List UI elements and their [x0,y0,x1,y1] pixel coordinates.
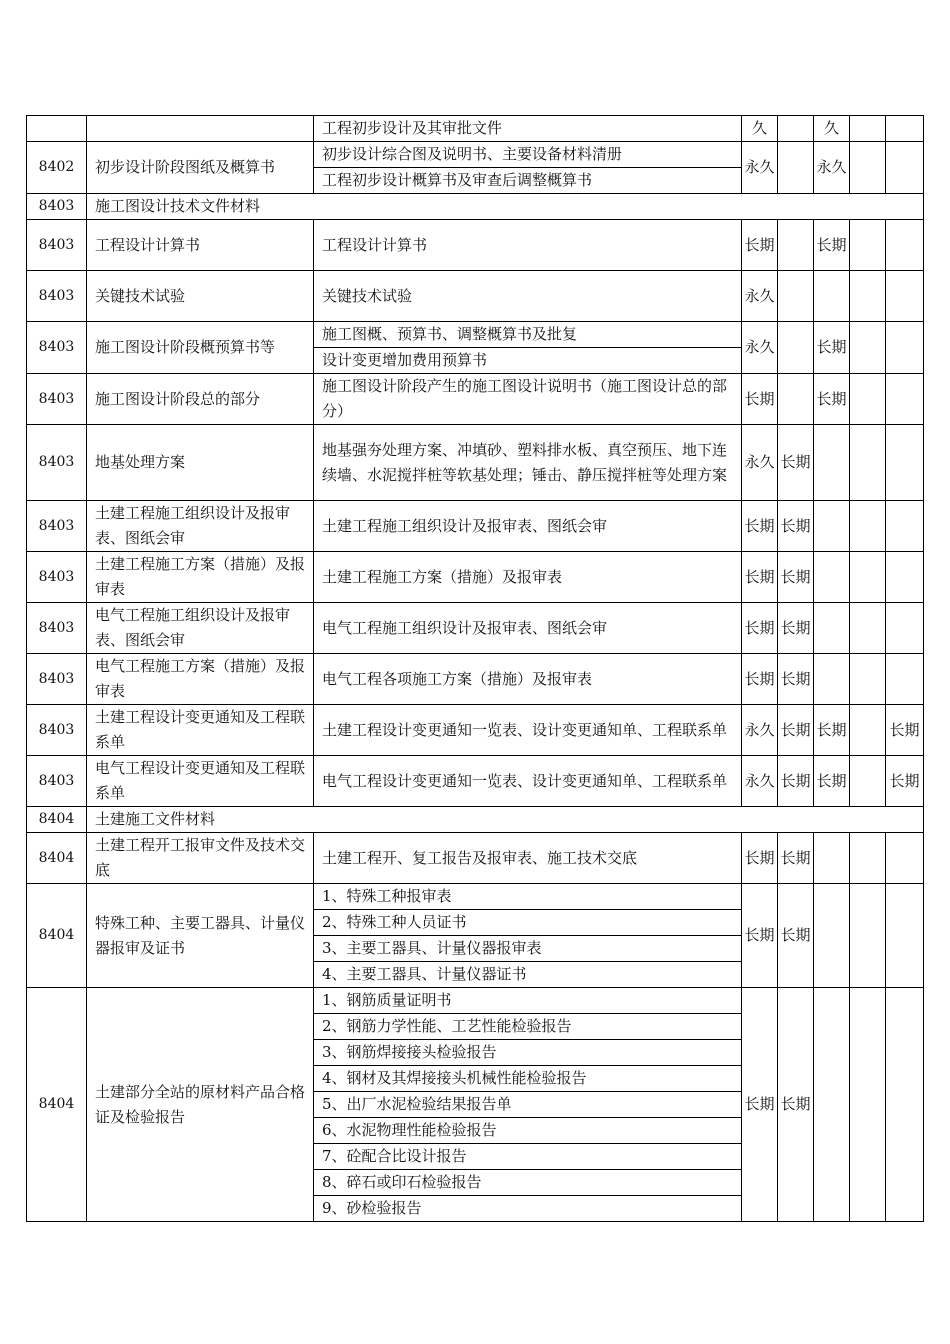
category-code: 8403 [27,194,87,220]
retention-period-2 [778,271,814,322]
retention-period-3: 长期 [814,322,850,374]
file-item: 4、钢材及其焊接接头机械性能检验报告 [314,1066,742,1092]
category-title: 土建部分全站的原材料产品合格证及检验报告 [87,988,314,1222]
section-title: 施工图设计技术文件材料 [87,194,924,220]
table-row [27,425,924,501]
retention-period-4 [850,552,886,603]
retention-period-5 [886,501,924,552]
retention-period-5 [886,603,924,654]
file-item: 6、水泥物理性能检验报告 [314,1118,742,1144]
file-item: 3、主要工器具、计量仪器报审表 [314,936,742,962]
retention-period-5 [886,425,924,501]
category-title: 电气工程施工组织设计及报审表、图纸会审 [87,603,314,654]
retention-period-1: 长期 [742,833,778,884]
retention-period-3: 长期 [814,705,850,756]
table-row [27,116,924,142]
retention-period-1: 长期 [742,884,778,988]
retention-period-5 [886,552,924,603]
retention-period-2 [778,142,814,194]
category-code: 8402 [27,142,87,194]
section-title: 土建施工文件材料 [87,807,924,833]
retention-period-2: 长期 [778,654,814,705]
category-title: 土建工程施工方案（措施）及报审表 [87,552,314,603]
section-row [27,807,924,833]
retention-period-5: 长期 [886,705,924,756]
file-item: 施工图设计阶段产生的施工图设计说明书（施工图设计总的部分） [314,374,742,425]
table-row [27,988,924,1014]
retention-period-1: 永久 [742,322,778,374]
retention-period-5 [886,220,924,271]
retention-period-5 [886,374,924,425]
retention-period-4 [850,705,886,756]
retention-period-4 [850,142,886,194]
retention-period-1: 长期 [742,603,778,654]
file-item: 工程初步设计及其审批文件 [314,116,742,142]
table-row [27,271,924,322]
retention-period-5: 长期 [886,756,924,807]
retention-period-4 [850,322,886,374]
file-item: 4、主要工器具、计量仪器证书 [314,962,742,988]
retention-period-5 [886,116,924,142]
section-row [27,194,924,220]
category-code: 8403 [27,501,87,552]
file-item: 1、钢筋质量证明书 [314,988,742,1014]
retention-period-4 [850,603,886,654]
retention-period-3: 长期 [814,756,850,807]
file-item: 5、出厂水泥检验结果报告单 [314,1092,742,1118]
category-title: 初步设计阶段图纸及概算书 [87,142,314,194]
category-title: 工程设计计算书 [87,220,314,271]
retention-period-1: 长期 [742,654,778,705]
category-code: 8403 [27,552,87,603]
retention-period-4 [850,654,886,705]
retention-period-5 [886,322,924,374]
table-row [27,884,924,910]
retention-period-3 [814,654,850,705]
retention-period-2: 长期 [778,501,814,552]
retention-period-5 [886,654,924,705]
file-item: 电气工程各项施工方案（措施）及报审表 [314,654,742,705]
category-code: 8403 [27,603,87,654]
category-code: 8404 [27,884,87,988]
retention-period-1: 永久 [742,756,778,807]
retention-period-1: 长期 [742,501,778,552]
retention-period-3 [814,988,850,1222]
category-code: 8403 [27,654,87,705]
category-title: 电气工程设计变更通知及工程联系单 [87,756,314,807]
retention-period-4 [850,988,886,1222]
retention-period-4 [850,116,886,142]
file-item: 3、钢筋焊接接头检验报告 [314,1040,742,1066]
category-code: 8403 [27,705,87,756]
table-row [27,833,924,884]
retention-period-1: 长期 [742,552,778,603]
table-row [27,552,924,603]
retention-period-3: 长期 [814,374,850,425]
category-title: 施工图设计阶段概预算书等 [87,322,314,374]
category-code: 8403 [27,756,87,807]
file-item: 电气工程设计变更通知一览表、设计变更通知单、工程联系单 [314,756,742,807]
category-title: 关键技术试验 [87,271,314,322]
table-row [27,322,924,348]
category-title: 施工图设计阶段总的部分 [87,374,314,425]
table-row [27,654,924,705]
retention-period-2: 长期 [778,705,814,756]
retention-period-1: 久 [742,116,778,142]
retention-period-3 [814,884,850,988]
category-code: 8404 [27,988,87,1222]
table-row [27,501,924,552]
retention-period-2: 长期 [778,988,814,1222]
file-item: 土建工程施工组织设计及报审表、图纸会审 [314,501,742,552]
file-item: 2、特殊工种人员证书 [314,910,742,936]
file-item: 施工图概、预算书、调整概算书及批复 [314,322,742,348]
retention-period-4 [850,271,886,322]
retention-period-1: 永久 [742,271,778,322]
retention-period-2: 长期 [778,884,814,988]
retention-period-3 [814,833,850,884]
category-title: 电气工程施工方案（措施）及报审表 [87,654,314,705]
file-item: 电气工程施工组织设计及报审表、图纸会审 [314,603,742,654]
retention-period-4 [850,833,886,884]
file-item: 土建工程施工方案（措施）及报审表 [314,552,742,603]
retention-period-2 [778,220,814,271]
category-code: 8404 [27,807,87,833]
file-item: 2、钢筋力学性能、工艺性能检验报告 [314,1014,742,1040]
table-row [27,220,924,271]
retention-period-1: 长期 [742,374,778,425]
retention-period-2: 长期 [778,756,814,807]
retention-period-1: 长期 [742,988,778,1222]
category-code: 8403 [27,425,87,501]
retention-period-1: 永久 [742,425,778,501]
category-title: 土建工程开工报审文件及技术交底 [87,833,314,884]
retention-period-5 [886,271,924,322]
category-code: 8403 [27,220,87,271]
retention-period-1: 永久 [742,705,778,756]
category-code: 8404 [27,833,87,884]
category-title [87,116,314,142]
retention-period-4 [850,884,886,988]
category-code: 8403 [27,271,87,322]
table-row [27,705,924,756]
retention-period-1: 永久 [742,142,778,194]
retention-period-4 [850,756,886,807]
file-item: 地基强夯处理方案、冲填砂、塑料排水板、真空预压、地下连续墙、水泥搅拌桩等软基处理；锤击、静压搅拌桩等处理方案 [314,425,742,501]
retention-period-4 [850,501,886,552]
retention-period-5 [886,833,924,884]
file-item: 1、特殊工种报审表 [314,884,742,910]
retention-period-3 [814,552,850,603]
table-row [27,603,924,654]
retention-period-2: 长期 [778,833,814,884]
file-item: 7、砼配合比设计报告 [314,1144,742,1170]
file-item: 土建工程开、复工报告及报审表、施工技术交底 [314,833,742,884]
retention-period-3 [814,603,850,654]
retention-period-3 [814,425,850,501]
retention-period-4 [850,220,886,271]
retention-period-3: 长期 [814,220,850,271]
category-title: 土建工程设计变更通知及工程联系单 [87,705,314,756]
retention-period-2 [778,322,814,374]
retention-period-3: 久 [814,116,850,142]
retention-period-3: 永久 [814,142,850,194]
file-item: 初步设计综合图及说明书、主要设备材料清册 [314,142,742,168]
category-code: 8403 [27,322,87,374]
retention-period-5 [886,988,924,1222]
retention-period-5 [886,884,924,988]
archive-retention-table [26,115,924,1222]
category-code: 8403 [27,374,87,425]
retention-period-5 [886,142,924,194]
retention-period-4 [850,425,886,501]
retention-period-2: 长期 [778,425,814,501]
retention-period-1: 长期 [742,220,778,271]
retention-period-2 [778,116,814,142]
retention-period-2: 长期 [778,552,814,603]
table-row [27,142,924,168]
retention-period-2 [778,374,814,425]
retention-period-3 [814,501,850,552]
file-item: 9、砂检验报告 [314,1196,742,1222]
file-item: 工程设计计算书 [314,220,742,271]
retention-period-3 [814,271,850,322]
category-title: 地基处理方案 [87,425,314,501]
file-item: 8、碎石或印石检验报告 [314,1170,742,1196]
file-item: 设计变更增加费用预算书 [314,348,742,374]
file-item: 土建工程设计变更通知一览表、设计变更通知单、工程联系单 [314,705,742,756]
retention-period-2: 长期 [778,603,814,654]
category-code [27,116,87,142]
file-item: 工程初步设计概算书及审查后调整概算书 [314,168,742,194]
category-title: 土建工程施工组织设计及报审表、图纸会审 [87,501,314,552]
retention-period-4 [850,374,886,425]
category-title: 特殊工种、主要工器具、计量仪器报审及证书 [87,884,314,988]
file-item: 关键技术试验 [314,271,742,322]
table-row [27,374,924,425]
table-row [27,756,924,807]
